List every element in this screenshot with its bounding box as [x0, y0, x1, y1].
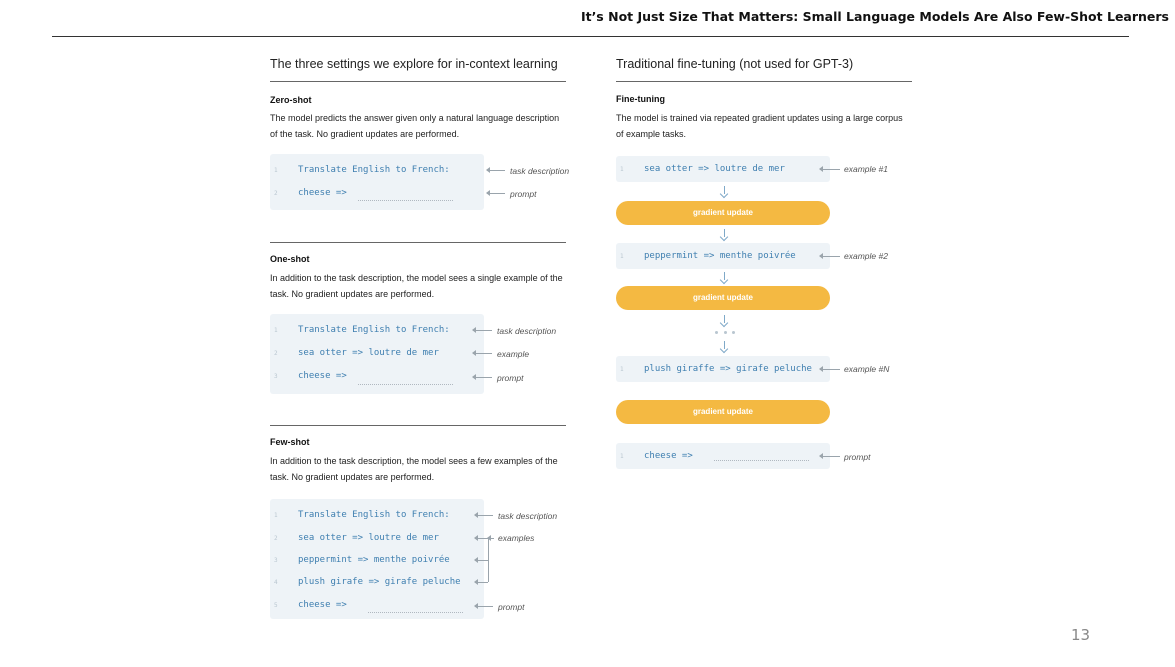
few-shot-code-box	[270, 499, 484, 619]
down-arrow-icon	[720, 272, 730, 284]
annotation-prompt: prompt	[844, 452, 871, 462]
code-line: 2 sea otter => loutre de mer	[274, 348, 439, 358]
left-arrow-icon	[487, 193, 505, 194]
one-shot-code-box	[270, 314, 484, 394]
example-box-1	[616, 156, 830, 182]
bracket-tick	[488, 538, 494, 539]
ellipsis-icon	[715, 331, 735, 335]
one-shot-description: In addition to the task description, the model sees a single example of the task. No gradient updates are performed.	[270, 273, 563, 299]
left-arrow-icon	[820, 369, 840, 370]
left-arrow-icon	[820, 256, 840, 257]
annotation-example-n: example #N	[844, 364, 890, 374]
fine-tuning-title: Fine-tuning	[616, 94, 665, 104]
annotation-prompt: prompt	[510, 189, 537, 199]
few-shot-title: Few-shot	[270, 437, 310, 447]
answer-blank	[714, 460, 809, 461]
code-line: 1 sea otter => loutre de mer	[620, 164, 785, 174]
down-arrow-icon	[720, 315, 730, 327]
title-divider	[52, 36, 1129, 37]
prompt-box	[616, 443, 830, 469]
code-line: 1 Translate English to French:	[274, 165, 450, 175]
zero-shot-code-box	[270, 154, 484, 210]
code-line: 3 peppermint => menthe poivrée	[274, 555, 450, 565]
code-line: 1 Translate English to French:	[274, 325, 450, 335]
code-line: 5 cheese =>	[274, 600, 347, 610]
few-shot-description: In addition to the task description, the model sees a few examples of the task. No gradient updates are performed.	[270, 456, 558, 482]
annotation-example-2: example #2	[844, 251, 888, 261]
code-line: 1 Translate English to French:	[274, 510, 450, 520]
zero-shot-title: Zero-shot	[270, 95, 312, 105]
page-number: 13	[1071, 626, 1091, 644]
code-line: 3 cheese =>	[274, 371, 347, 381]
slide-title: It’s Not Just Size That Matters: Small Language Models Are Also Few-Shot Learners	[580, 9, 1169, 24]
left-arrow-icon	[473, 353, 492, 354]
code-line: 4 plush girafe => girafe peluche	[274, 577, 461, 587]
answer-blank	[368, 612, 463, 613]
one-shot-title: One-shot	[270, 254, 310, 264]
annotation-task-description: task description	[498, 511, 558, 521]
annotation-examples: examples	[498, 533, 535, 543]
answer-blank	[358, 384, 453, 385]
code-line: 2 cheese =>	[274, 188, 347, 198]
annotation-example: example	[497, 349, 530, 359]
left-heading: The three settings we explore for in-context learning	[270, 57, 558, 71]
annotation-example-1: example #1	[844, 164, 888, 174]
section-rule	[270, 425, 566, 426]
code-line: 1 plush giraffe => girafe peluche	[620, 364, 812, 374]
gradient-update-bar: gradient update	[616, 286, 830, 310]
annotation-task-description: task description	[497, 326, 557, 336]
right-heading: Traditional fine-tuning (not used for GPT-3)	[616, 57, 854, 71]
gradient-update-bar: gradient update	[616, 201, 830, 225]
left-heading-rule	[270, 81, 566, 82]
examples-bracket	[487, 538, 489, 582]
left-arrow-icon	[820, 456, 840, 457]
left-arrow-icon	[475, 515, 493, 516]
left-arrow-icon	[820, 169, 840, 170]
left-arrow-icon	[475, 582, 488, 583]
down-arrow-icon	[720, 341, 730, 353]
example-box-n	[616, 356, 830, 382]
annotation-prompt: prompt	[498, 602, 525, 612]
fine-tuning-description: The model is trained via repeated gradient updates using a large corpus of example tasks.	[616, 113, 903, 139]
code-line: 1 cheese =>	[620, 451, 693, 461]
gradient-update-bar: gradient update	[616, 400, 830, 424]
annotation-prompt: prompt	[497, 373, 524, 383]
code-line: 1 peppermint => menthe poivrée	[620, 251, 796, 261]
right-heading-rule	[616, 81, 912, 82]
down-arrow-icon	[720, 186, 730, 198]
annotation-task-description: task description	[510, 166, 570, 176]
code-line: 2 sea otter => loutre de mer	[274, 533, 439, 543]
left-arrow-icon	[473, 330, 492, 331]
left-arrow-icon	[473, 377, 492, 378]
left-arrow-icon	[487, 170, 505, 171]
down-arrow-icon	[720, 229, 730, 241]
answer-blank	[358, 200, 453, 201]
example-box-2	[616, 243, 830, 269]
left-arrow-icon	[475, 606, 493, 607]
section-rule	[270, 242, 566, 243]
zero-shot-description: The model predicts the answer given only a natural language description of the task. No gradient updates are performed.	[270, 113, 560, 139]
